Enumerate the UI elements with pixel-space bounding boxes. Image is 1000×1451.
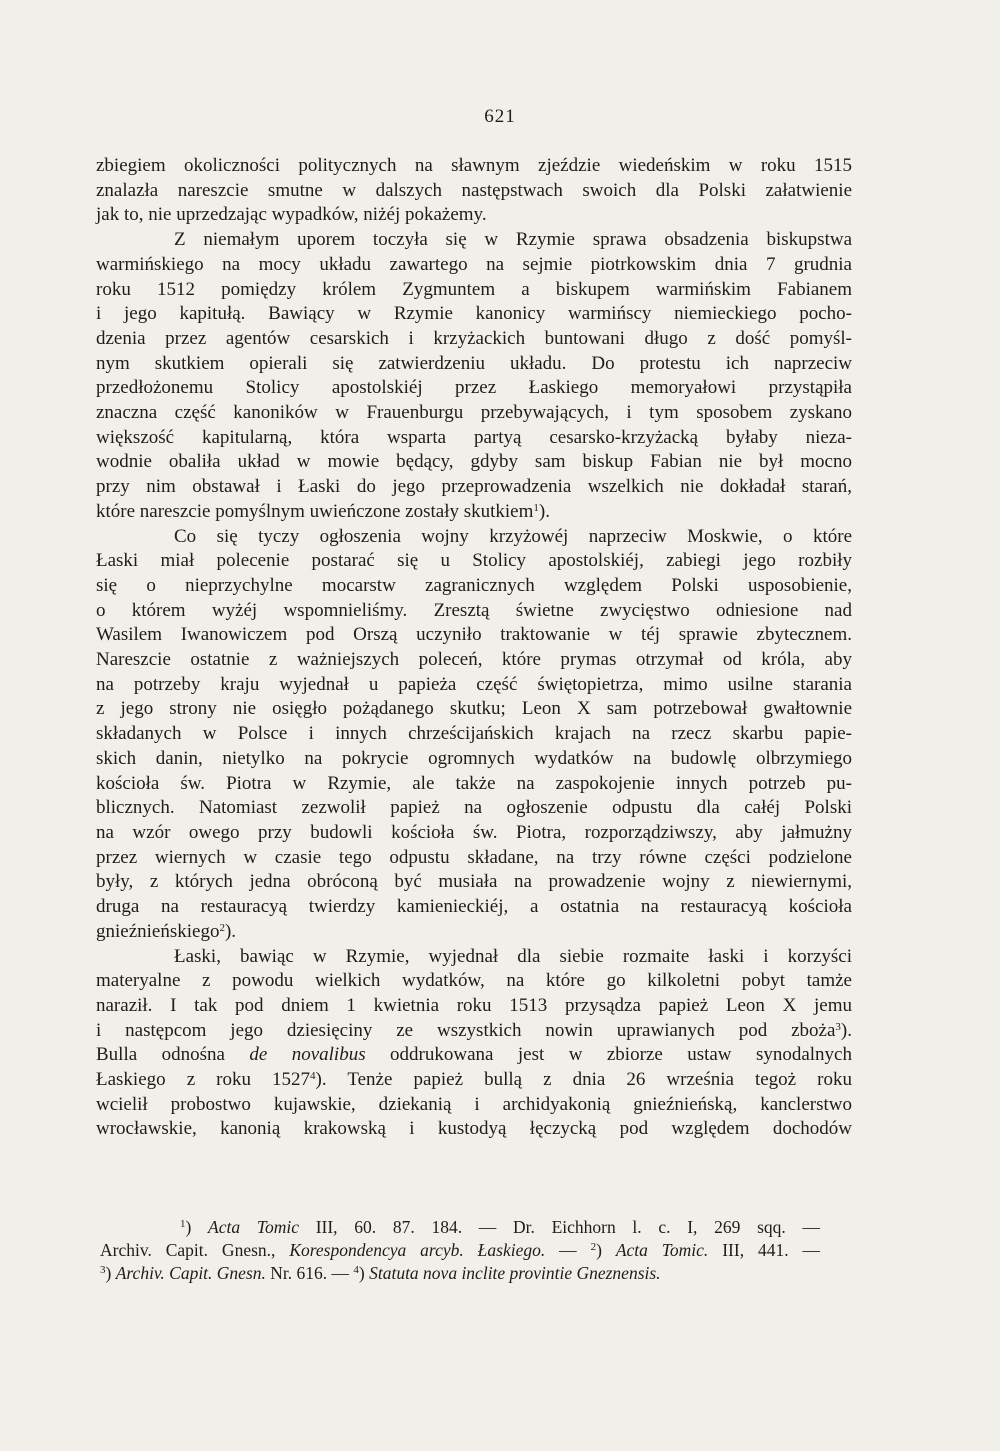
footnote-italic: Acta Tomic.: [615, 1240, 709, 1260]
text-line: [96, 673, 852, 698]
line-text: blicznych. Natomiast zezwolił papież na ogłoszenie odpustu dla całéj Polski: [96, 797, 852, 819]
text-line: [96, 154, 852, 179]
text-line: [96, 426, 852, 451]
line-text: przez wiernych w czasie tego odpustu składane, na trzy równe części podzielone: [96, 846, 852, 868]
text-line: [96, 1043, 852, 1068]
text-line: [96, 1117, 852, 1142]
line-text: przedłożonemu Stolicy apostolskiéj przez Łaskiego memoryałowi przystąpiła: [96, 377, 852, 399]
text-line: [96, 846, 852, 871]
line-text: ).: [538, 500, 550, 522]
footnote-italic: Statuta nova inclite provintie Gneznensis.: [369, 1263, 661, 1283]
footnote-text: ): [105, 1263, 116, 1283]
text-line: [96, 179, 852, 204]
text-line: [96, 352, 852, 377]
text-line: [96, 648, 852, 673]
text-line: [96, 203, 852, 228]
text-line: [96, 895, 852, 920]
body-text: [96, 154, 852, 1142]
footnote-text: Archiv. Capit. Gnesn.,: [100, 1240, 290, 1260]
text-line: [96, 722, 852, 747]
text-line: [96, 450, 852, 475]
text-line: [96, 525, 852, 550]
footnote-reference: 3: [835, 1020, 841, 1033]
text-line: [96, 969, 852, 994]
text-line: [96, 772, 852, 797]
page-number: 621: [484, 106, 516, 127]
footnote-reference: 1: [533, 501, 539, 514]
text-line: [96, 796, 852, 821]
line-text: jak to, nie uprzedzając wypadków, niżéj pokażemy.: [96, 204, 487, 226]
text-line: [96, 599, 852, 624]
footnote-marker: 3: [100, 1264, 106, 1276]
line-text: Łaskiego z roku 1527: [96, 1069, 311, 1091]
line-text: nym skutkiem opierali się zatwierdzeniu układu. Do protestu ich naprzeciw: [96, 352, 852, 374]
line-text: na wzór owego przy budowli kościoła św. Piotra, rozporządziwszy, aby jałmużny: [96, 821, 852, 843]
text-line: [96, 747, 852, 772]
text-line: [96, 253, 852, 278]
line-text: ). Tenże papież bullą z dnia 26 września tegoż roku: [315, 1069, 852, 1091]
footnote-text: III, 60. 87. 184. — Dr. Eichhorn l. c. I, 269 sqq. —: [298, 1217, 821, 1237]
footnote-marker: 1: [180, 1218, 186, 1230]
line-text: i jego kapitułą. Bawiący w Rzymie kanonicy warmińscy niemieckiego pocho-: [96, 303, 852, 325]
line-text: o którem wyżéj wspomnieliśmy. Zresztą świetne zwycięstwo odniesione nad: [96, 599, 852, 621]
text-line: [96, 228, 852, 253]
text-line: [96, 302, 852, 327]
footnote-italic: Acta Tomic: [208, 1217, 299, 1237]
footnote-italic: Korespondencya arcyb. Łaskiego.: [289, 1240, 546, 1260]
line-text: wrocławskie, kanonią krakowską i kustodyą łęczycką pod względem dochodów: [96, 1118, 852, 1140]
text-line: [96, 870, 852, 895]
line-text: roku 1512 pomiędzy królem Zygmuntem a biskupem warmińskim Fabianem: [96, 278, 852, 300]
text-line: [96, 574, 852, 599]
footnote-line: [100, 1239, 820, 1262]
footnote-marker: 4: [353, 1264, 359, 1276]
text-line: [96, 945, 852, 970]
footnote-reference: 2: [219, 921, 225, 934]
text-line: [96, 920, 852, 945]
text-line: [96, 278, 852, 303]
line-text: Bulla odnośna: [96, 1044, 250, 1066]
line-text: Wasilem Iwanowiczem pod Orszą uczyniło traktowanie w téj sprawie zbytecznem.: [96, 624, 852, 646]
text-line: [96, 401, 852, 426]
line-text: wcielił probostwo kujawskie, dziekanią i archidyakonią gnieźnieńską, kanclerstwo: [96, 1093, 852, 1115]
line-text: z jego strony nie osięgło pożądanego skutku; Leon X sam potrzebował gwałtownie: [96, 698, 852, 720]
text-line: [96, 327, 852, 352]
line-text: Co się tyczy ogłoszenia wojny krzyżowéj naprzeciw Moskwie, o które: [174, 525, 852, 547]
text-line: [96, 821, 852, 846]
line-text: druga na restauracyą twierdzy kamienieckiéj, a ostatnia na restauracyą kościoła: [96, 896, 852, 918]
footnote-text: ): [596, 1240, 616, 1260]
line-text: Łaski miał polecenie postarać się u Stolicy apostolskiéj, zabiegi jego rozbiły: [96, 550, 852, 572]
line-text: ).: [224, 920, 237, 942]
line-text: Łaski, bawiąc w Rzymie, wyjednał dla siebie rozmaite łaski i korzyści: [174, 945, 852, 967]
italic-text: de novalibus: [249, 1044, 366, 1066]
footnote-text: ): [358, 1263, 370, 1283]
footnote-marker: 2: [590, 1241, 597, 1253]
footnote-line: [100, 1262, 820, 1285]
text-line: [96, 623, 852, 648]
line-text: gnieźnieńskiego: [96, 920, 220, 942]
text-line: [96, 994, 852, 1019]
text-line: [96, 376, 852, 401]
line-text: znalazła nareszcie smutne w dalszych następstwach swoich dla Polski załatwienie: [96, 179, 852, 201]
line-text: przy nim obstawał i Łaski do jego przeprowadzenia wszelkich nie dokładał starań,: [96, 476, 852, 498]
line-text: kościoła św. Piotra w Rzymie, ale także na zaspokojenie innych potrzeb pu-: [96, 772, 852, 794]
text-line: [96, 697, 852, 722]
text-line: [96, 1068, 852, 1093]
footnotes: [100, 1216, 820, 1285]
text-line: [96, 500, 852, 525]
footnote-italic: Archiv. Capit. Gnesn.: [115, 1263, 266, 1283]
line-text: Z niemałym uporem toczyła się w Rzymie sprawa obsadzenia biskupstwa: [174, 229, 852, 251]
footnote-line: [100, 1216, 820, 1239]
footnote-text: ): [185, 1217, 209, 1237]
line-text: wodnie obaliła układ w mowie będący, gdyby sam biskup Fabian nie był mocno: [96, 451, 852, 473]
line-text: się o nieprzychylne mocarstw zagranicznych względem Polski usposobienie,: [96, 574, 852, 596]
line-text: materyalne z powodu wielkich wydatków, na które go kilkoletni pobyt tamże: [96, 970, 852, 992]
line-text: skich danin, nietylko na pokrycie ogromnych wydatków na budowlę olbrzymiego: [96, 747, 852, 769]
text-line: [96, 1093, 852, 1118]
text-line: [96, 549, 852, 574]
line-text: składanych w Polsce i innych chrześcijańskich krajach na rzecz skarbu papie-: [96, 723, 852, 745]
footnote-text: —: [545, 1240, 591, 1260]
line-text: Nareszcie ostatnie z ważniejszych poleceń, które prymas otrzymał od króla, aby: [96, 649, 852, 671]
line-text: ).: [840, 1019, 852, 1041]
line-text: zbiegiem okoliczności politycznych na sławnym zjeździe wiedeńskim w roku 1515: [96, 155, 852, 176]
line-text: dzenia przez agentów cesarskich i krzyżackich buntowani długo z dość pomyśl-: [96, 327, 852, 349]
line-text: warmińskiego na mocy układu zawartego na sejmie piotrkowskim dnia 7 grudnia: [96, 253, 852, 275]
footnote-text: III, 441. —: [708, 1240, 821, 1260]
line-text: i następcom jego dziesięciny ze wszystkich nowin uprawianych pod zboża: [96, 1019, 836, 1041]
line-text: były, z których jedna obróconą być musiała na prowadzenie wojny z niewiernymi,: [96, 871, 852, 893]
line-text: większość kapitularną, która wsparta partyą cesarsko-krzyżacką byłaby nieza-: [96, 426, 852, 448]
line-text: które nareszcie pomyślnym uwieńczone zostały skutkiem: [96, 500, 534, 522]
text-line: [96, 1019, 852, 1044]
text-line: [96, 475, 852, 500]
line-text: naraził. I tak pod dniem 1 kwietnia roku 1513 przysądza papież Leon X jemu: [96, 994, 852, 1016]
footnote-text: Nr. 616. —: [265, 1263, 354, 1283]
footnote-reference: 4: [310, 1070, 316, 1083]
line-text: oddrukowana jest w zbiorze ustaw synodalnych: [365, 1044, 852, 1066]
line-text: na potrzeby kraju wyjednał u papieża część świętopietrza, mimo usilne starania: [96, 673, 852, 695]
line-text: znaczna część kanoników w Frauenburgu przebywających, i tym sposobem zyskano: [96, 402, 852, 424]
